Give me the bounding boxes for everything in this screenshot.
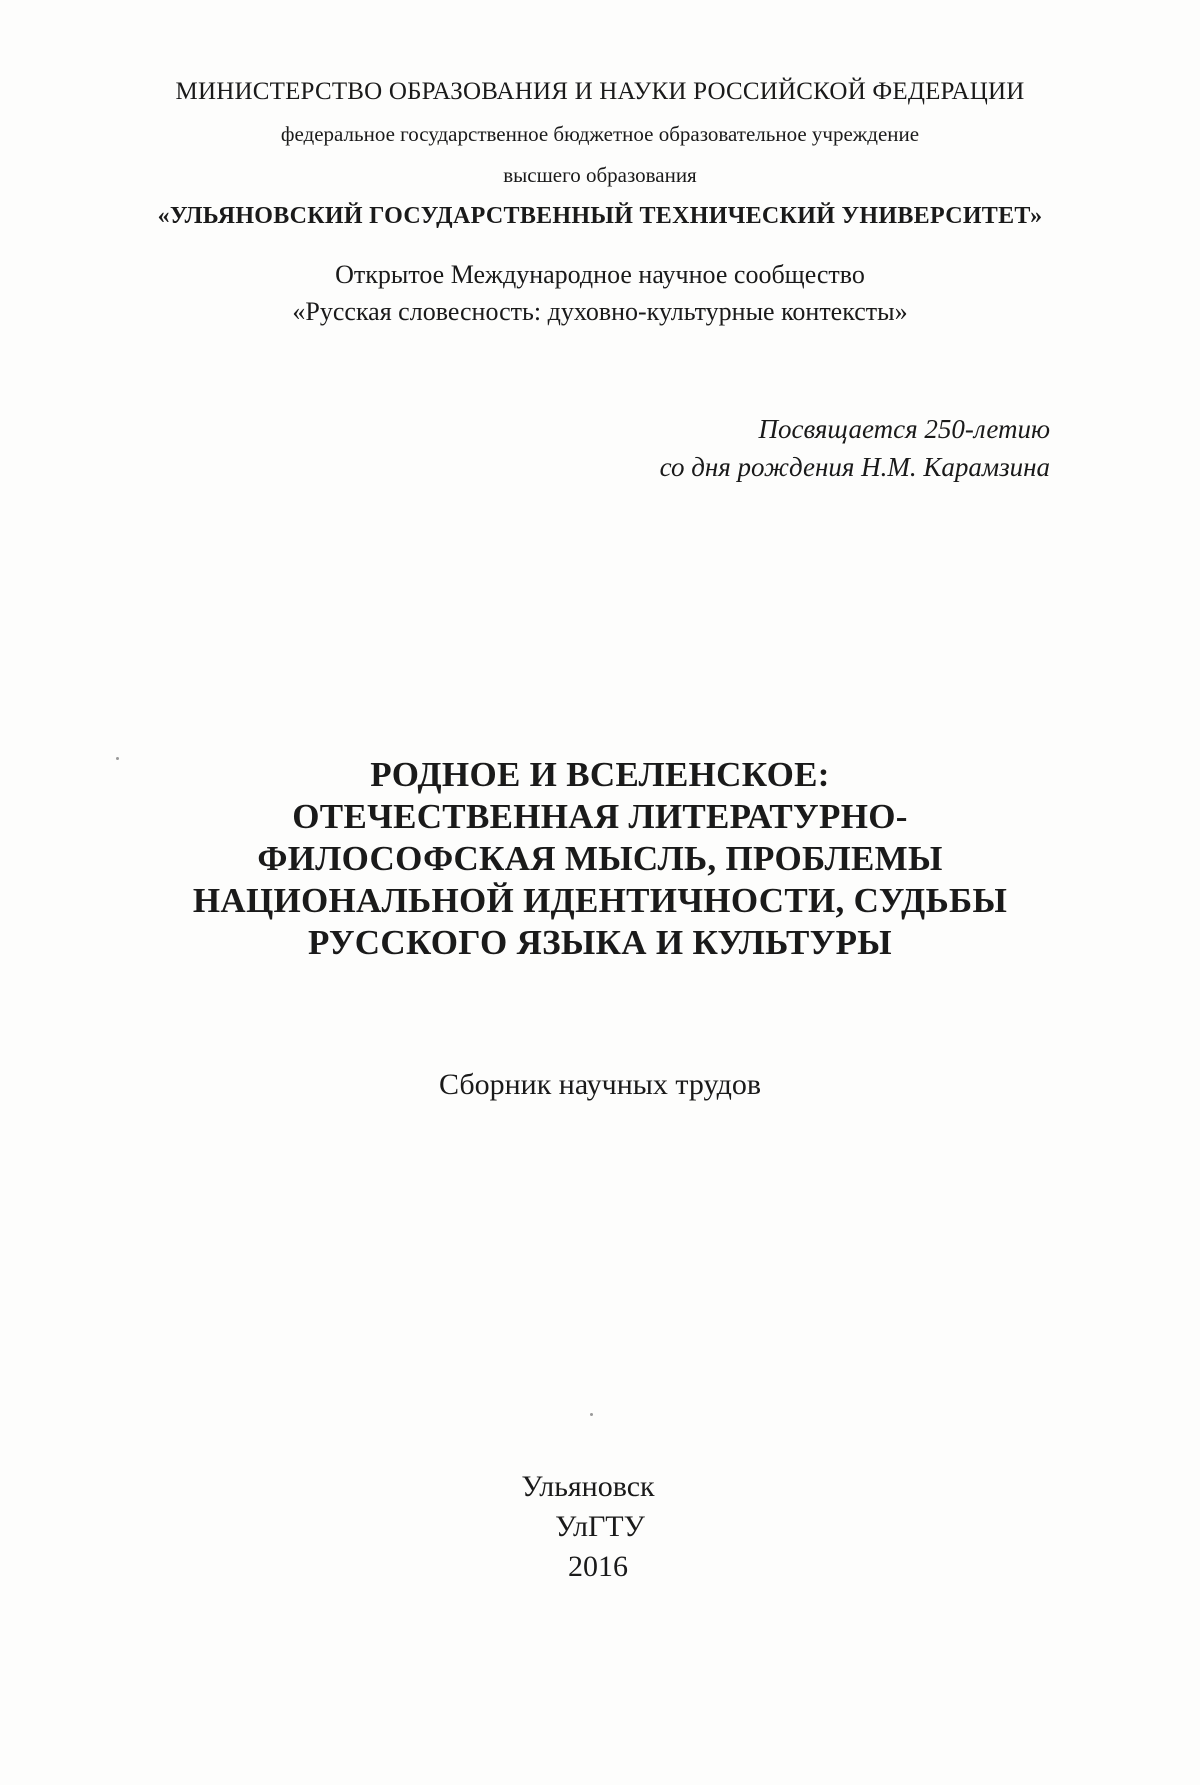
institution-type: федеральное государственное бюджетное образовательное учреждение	[280, 122, 920, 146]
dedication-line-2: со дня рождения Н.М. Карамзина	[659, 452, 1050, 482]
book-title	[0, 754, 1200, 964]
book-subtitle: Сборник научных трудов	[438, 1068, 762, 1101]
scan-speck	[590, 1413, 593, 1416]
education-level: высшего образования	[503, 163, 697, 187]
title-line: РОДНОЕ И ВСЕЛЕНСКОЕ:	[370, 755, 830, 794]
title-line: ОТЕЧЕСТВЕННАЯ ЛИТЕРАТУРНО-	[292, 797, 908, 836]
title-line: НАЦИОНАЛЬНОЙ ИДЕНТИЧНОСТИ, СУДЬБЫ	[192, 881, 1008, 920]
scan-speck	[116, 757, 119, 760]
imprint-city: Ульяновск	[521, 1470, 655, 1503]
community-subtitle: «Русская словесность: духовно-культурные контексты»	[292, 297, 908, 326]
ministry-name: МИНИСТЕРСТВО ОБРАЗОВАНИЯ И НАУКИ РОССИЙСКОЙ ФЕДЕРАЦИИ	[175, 78, 1025, 105]
community-name: Открытое Международное научное сообщество	[335, 260, 865, 289]
title-line: ФИЛОСОФСКАЯ МЫСЛЬ, ПРОБЛЕМЫ	[257, 839, 943, 878]
imprint-publisher: УлГТУ	[555, 1510, 645, 1543]
title-line: РУССКОГО ЯЗЫКА И КУЛЬТУРЫ	[308, 923, 892, 962]
imprint-year: 2016	[568, 1550, 628, 1583]
dedication-line-1: Посвящается 250-летию	[758, 414, 1050, 444]
university-name: «УЛЬЯНОВСКИЙ ГОСУДАРСТВЕННЫЙ ТЕХНИЧЕСКИЙ УНИВЕРСИТЕТ»	[157, 203, 1043, 229]
